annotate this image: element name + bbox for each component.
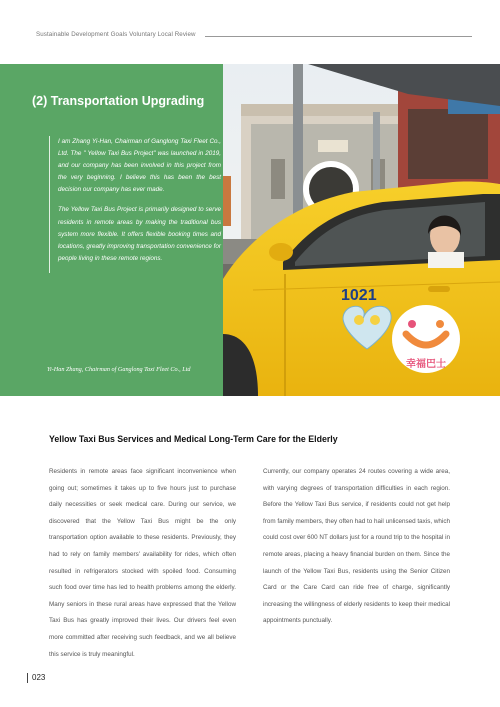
running-header: Sustainable Development Goals Voluntary Local Review [36,31,196,38]
article-column-left [49,464,236,663]
body-paragraph: Currently, our company operates 24 routes covering a wide area, with varying degrees of transportation difficulties in each region. Before the Yellow Taxi Bus service, if residents could not get help from family members, they often had to hail unlicensed taxis, which could cost over 600 NT dollars just for a round trip to the hospital in remote areas, placing a heavy financial burden on them. Since the launch of the Yellow Taxi Bus, residents using the Senior Citizen Card or the Care Card can ride free of charge, significantly increasing the willingness of elderly residents to keep their medical appointments punctually. [263,468,450,625]
happy-bus-logo [392,305,460,373]
quote-block [49,136,221,273]
taxi-number: 1021 [341,287,377,304]
taxi-driver-photo [223,64,500,396]
quote-paragraph: The Yellow Taxi Bus Project is primarily designed to serve residents in remote areas by making the traditional bus system more flexible. It offers flexible booking times and locations, greatly improving transportation convenience for people living in these remote regions. [58,206,221,262]
brand-label: 幸福巴士 [406,359,446,370]
section-heading: (2) Transportation Upgrading [32,94,205,108]
article-column-right [263,464,450,630]
building-sign [318,140,348,152]
page-number: 023 [27,673,45,683]
header-rule [205,36,472,37]
article-heading: Yellow Taxi Bus Services and Medical Long-Term Care for the Elderly [49,434,338,444]
quote-paragraph: I am Zhang Yi-Han, Chairman of Ganglong Taxi Fleet Co., Ltd. The " Yellow Taxi Bus Project" was launched in 2019, and our company has been involved in this project from the very beginning. I believe this has been the best decision our company has ever made. [58,138,221,194]
body-paragraph: Residents in remote areas face significant inconvenience when going out; sometimes it takes up to five hours just to purchase daily necessities or seek medical care. During our service, we discovered that the Yellow Taxi Bus might be the only transportation option available to these residents. Previously, they had to rely on family members' availability for rides, which often resulted in refrigerators stocked with spoiled food. Consuming such food over time has led to health problems among the elderly. Many seniors in these rural areas have expressed that the Yellow Taxi Bus has greatly improved their lives. Our drivers feel even more committed after receiving such feedback, and we all believe this service is truly meaningful. [49,468,236,658]
quote-attribution: Yi-Han Zhang, Chairman of Ganglong Taxi Fleet Co., Ltd [47,366,191,373]
